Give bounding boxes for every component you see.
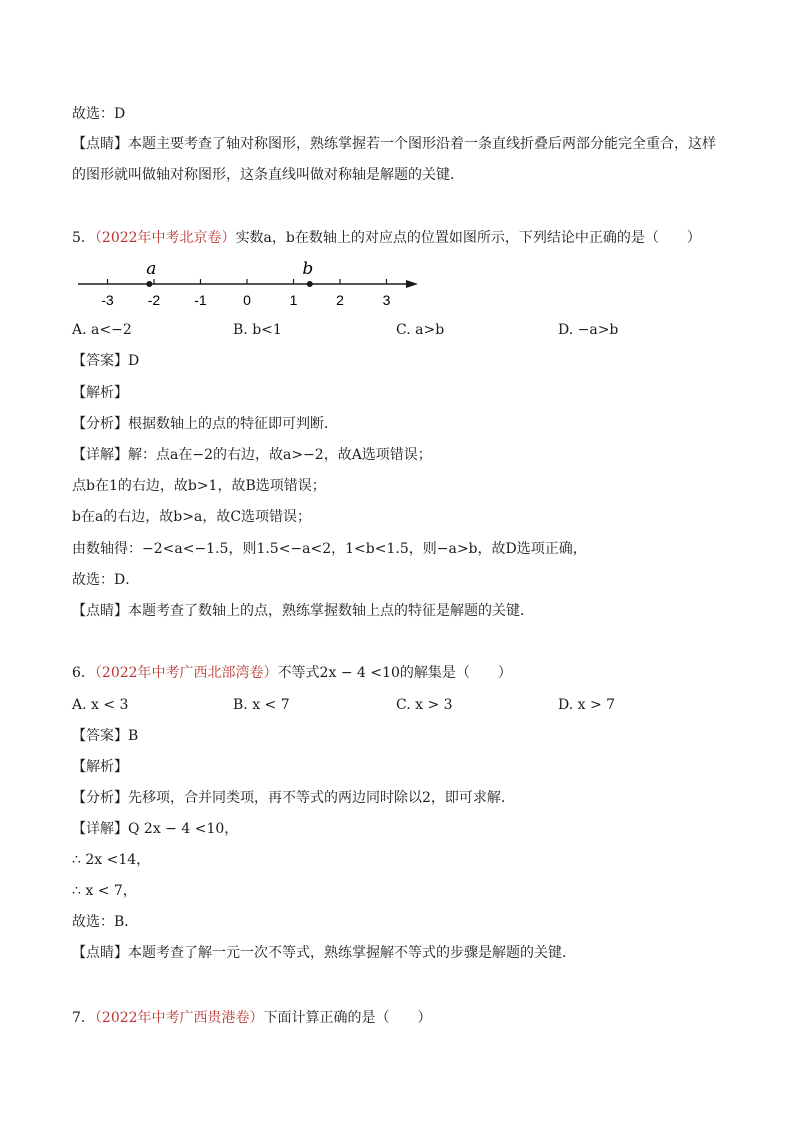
tick-label-5: 2 bbox=[336, 292, 344, 308]
q5-detail-3: b在a的右边，故b>a，故C选项错误； bbox=[72, 509, 312, 525]
q5-answer: 【答案】D bbox=[72, 353, 140, 369]
q6-detail-1: 【详解】Q 2x − 4 <10， bbox=[72, 821, 239, 837]
q7-stem-line bbox=[72, 1008, 432, 1028]
tick-label-3: 0 bbox=[243, 292, 251, 308]
q6-option-c: C. x > 3 bbox=[396, 697, 453, 713]
q5-detail-4: 由数轴得：−2<a<−1.5，则1.5<−a<2，1<b<1.5，则−a>b，故D选项正确， bbox=[72, 541, 587, 557]
q6-detail-2: ∴ 2x <14， bbox=[72, 852, 151, 868]
q5-comment: 【点睛】本题考查了数轴上的点，熟练掌握数轴上点的特征是解题的关键． bbox=[72, 603, 534, 619]
q6-comment: 【点睛】本题考查了解一元一次不等式，熟练掌握解不等式的步骤是解题的关键． bbox=[72, 945, 576, 961]
q5-analysis-head: 【解析】 bbox=[72, 385, 128, 401]
q6-option-b: B. x < 7 bbox=[233, 697, 290, 713]
tick-label-2: -1 bbox=[194, 292, 207, 308]
q5-number-line bbox=[72, 250, 432, 312]
q6-analysis-head: 【解析】 bbox=[72, 759, 128, 775]
q5-source: （2022年中考北京卷） bbox=[94, 230, 236, 246]
q7-source: （2022年中考广西贵港卷） bbox=[94, 1010, 264, 1026]
prev-comment-line2: 的图形就叫做轴对称图形，这条直线叫做对称轴是解题的关键． bbox=[72, 167, 464, 183]
q6-stem: 不等式2x − 4 <10的解集是（ ） bbox=[277, 665, 512, 681]
label-b: b bbox=[302, 259, 314, 279]
q5-detail-2: 点b在1的右边，故b>1，故B选项错误； bbox=[72, 478, 326, 494]
q6-source: （2022年中考广西北部湾卷） bbox=[94, 665, 278, 681]
q6-answer: 【答案】B bbox=[72, 728, 139, 744]
q6-detail-3: ∴ x < 7， bbox=[72, 883, 137, 899]
q6-option-d: D. x > 7 bbox=[558, 697, 616, 713]
q6-number: 6． bbox=[72, 665, 95, 681]
point-b bbox=[307, 281, 313, 287]
tick-label-0: -3 bbox=[101, 292, 114, 308]
q5-choose: 故选：D． bbox=[72, 572, 140, 588]
prev-comment-line1: 【点睛】本题主要考查了轴对称图形，熟练掌握若一个图形沿着一条直线折叠后两部分能完全重合，这样 bbox=[72, 136, 716, 152]
q6-choose: 故选：B． bbox=[72, 914, 139, 930]
q6-stem-line bbox=[72, 663, 512, 683]
q5-option-b: B. b<1 bbox=[233, 322, 282, 338]
axis-arrow bbox=[406, 280, 418, 288]
q7-stem: 下面计算正确的是（ ） bbox=[263, 1010, 432, 1026]
q5-option-c: C. a>b bbox=[396, 322, 445, 338]
tick-label-6: 3 bbox=[382, 292, 391, 308]
tick-label-4: 1 bbox=[289, 292, 298, 308]
q5-option-a: A. a<−2 bbox=[72, 322, 132, 338]
q5-stem: 实数a，b在数轴上的对应点的位置如图所示，下列结论中正确的是（ ） bbox=[235, 230, 701, 246]
q5-fenxi: 【分析】根据数轴上的点的特征即可判断． bbox=[72, 416, 338, 432]
q7-number: 7． bbox=[72, 1010, 95, 1026]
q6-fenxi: 【分析】先移项，合并同类项，再不等式的两边同时除以2，即可求解． bbox=[72, 790, 515, 806]
q5-number: 5． bbox=[72, 230, 95, 246]
q5-option-d: D. −a>b bbox=[558, 322, 619, 338]
tick-label-1: -2 bbox=[147, 292, 161, 308]
q6-option-a: A. x < 3 bbox=[72, 697, 129, 713]
q5-detail-1: 【详解】解：点a在−2的右边，故a>−2，故A选项错误； bbox=[72, 447, 432, 463]
label-a: a bbox=[146, 259, 157, 279]
point-a bbox=[146, 281, 152, 287]
q5-stem-line bbox=[72, 228, 701, 248]
prev-choose: 故选：D bbox=[72, 106, 126, 122]
